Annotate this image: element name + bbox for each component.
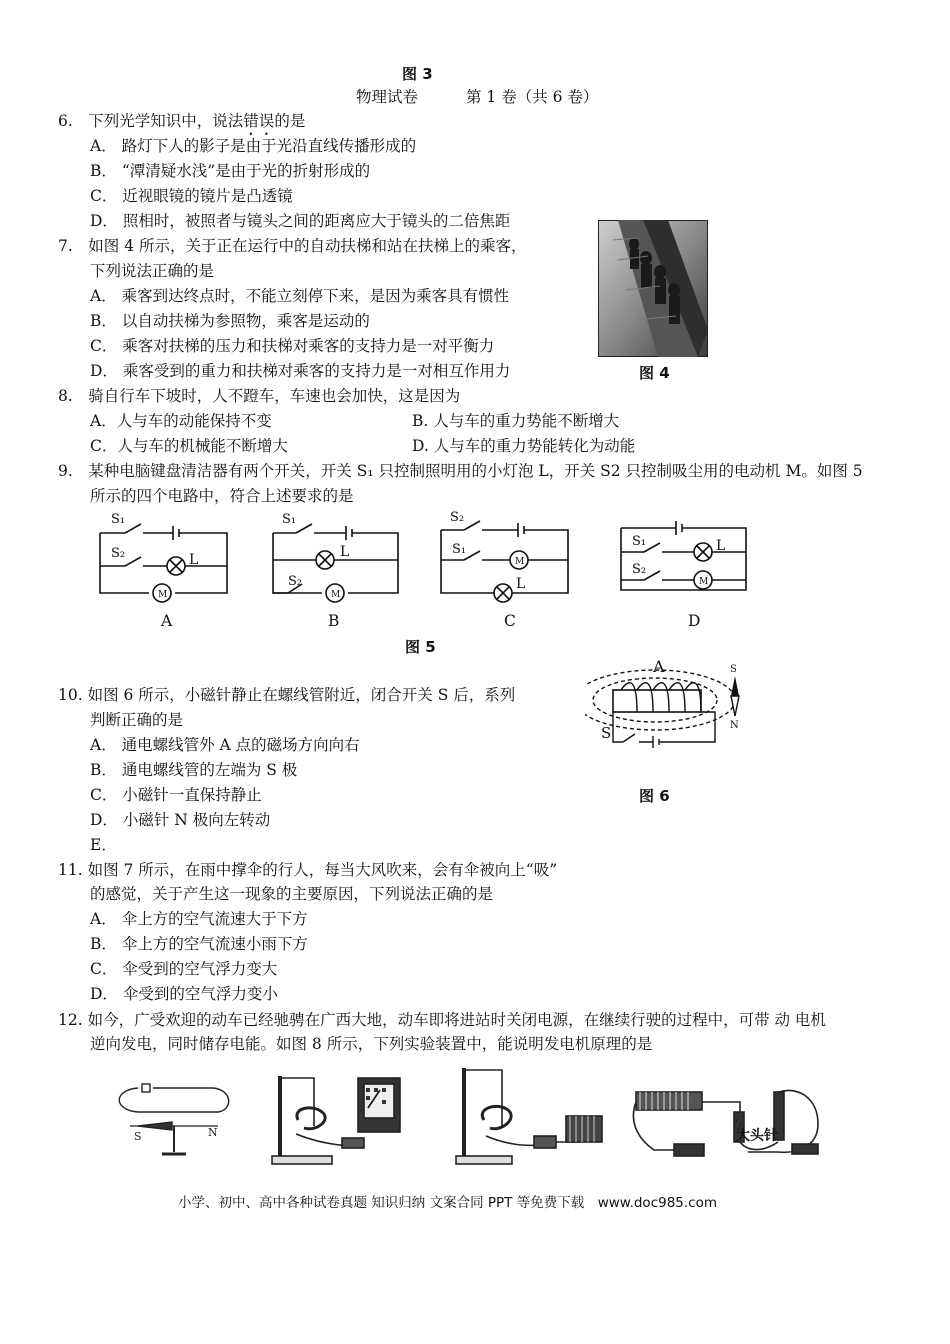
svg-text:S₁: S₁ <box>632 534 647 549</box>
svg-text:S₂: S₂ <box>288 574 303 589</box>
svg-text:N: N <box>730 720 739 731</box>
svg-text:S₁: S₁ <box>282 512 297 527</box>
escalator-photo <box>598 220 708 357</box>
apparatus-galvanometer-setup <box>266 1068 406 1168</box>
apparatus-compass-wire <box>108 1074 238 1164</box>
figure-6-label: 图 6 <box>639 787 670 805</box>
q7-option-b: B． 以自动扶梯为参照物，乘客是运动的 <box>90 312 370 330</box>
question-11-stem-line1: 11. 如图 7 所示，在雨中撑伞的行人，每当大风吹来，会有伞被向上“吸” <box>58 861 558 879</box>
svg-text:S₁: S₁ <box>111 512 126 527</box>
q11-option-a: A． 伞上方的空气流速大于下方 <box>90 910 308 928</box>
q7-option-a: A． 乘客到达终点时，不能立刻停下来，是因为乘客具有惯性 <box>90 287 510 305</box>
svg-text:M: M <box>331 590 341 600</box>
q8-option-d: D. 人与车的重力势能转化为动能 <box>412 437 636 455</box>
apparatus-electromagnet-pins <box>628 1078 833 1168</box>
svg-text:S₂: S₂ <box>450 510 465 525</box>
footer-text: 小学、初中、高中各种试卷真题 知识归纳 文案合同 PPT 等免费下载 www.doc985.com <box>178 1195 718 1211</box>
svg-text:S₂: S₂ <box>111 546 126 561</box>
q6-option-d: D． 照相时，被照者与镜头之间的距离应大于镜头的二倍焦距 <box>90 212 511 230</box>
question-9-stem-line2: 所示的四个电路中，符合上述要求的是 <box>90 487 354 505</box>
svg-text:M: M <box>699 577 709 587</box>
figure-5-label: 图 5 <box>405 638 436 656</box>
question-7-stem-line2: 下列说法正确的是 <box>90 262 215 280</box>
question-10-stem-line2: 判断正确的是 <box>90 711 184 729</box>
q11-option-b: B． 伞上方的空气流速小雨下方 <box>90 935 308 953</box>
q10-option-d: D． 小磁针 N 极向左转动 <box>90 811 271 829</box>
svg-text:M: M <box>158 590 168 600</box>
q8-option-a: A．人与车的动能保持不变 <box>90 412 272 430</box>
q10-option-e: E． <box>90 836 117 854</box>
q10-option-a: A． 通电螺线管外 A 点的磁场方向向右 <box>90 736 360 754</box>
circuit-d-diagram <box>616 508 756 608</box>
question-8-stem: 8. 骑自行车下坡时，人不蹬车，车速也会加快，这是因为 <box>58 387 461 405</box>
figure-4-label: 图 4 <box>639 364 670 382</box>
subject-title: 物理试卷 <box>356 88 419 106</box>
q7-option-c: C． 乘客对扶梯的压力和扶梯对乘客的支持力是一对平衡力 <box>90 337 495 355</box>
circuit-c-label: C <box>504 612 516 630</box>
q10-option-c: C． 小磁针一直保持静止 <box>90 786 262 804</box>
q7-option-d: D． 乘客受到的重力和扶梯对乘客的支持力是一对相互作用力 <box>90 362 511 380</box>
q8-option-b: B. 人与车的重力势能不断增大 <box>412 412 620 430</box>
circuit-b-label: B <box>328 612 340 630</box>
svg-text:S₁: S₁ <box>452 542 467 557</box>
question-10-stem-line1: 10. 如图 6 所示，小磁针静止在螺线管附近，闭合开关 S 后，系列 <box>58 686 516 704</box>
question-9-stem-line1: 9. 某种电脑键盘清洁器有两个开关，开关 S₁ 只控制照明用的小灯泡 L，开关 S2 只控制吸尘用的电动机 M。如图 5 <box>58 462 863 480</box>
svg-text:L: L <box>716 538 726 554</box>
svg-text:S: S <box>601 724 612 742</box>
q10-option-b: B． 通电螺线管的左端为 S 极 <box>90 761 298 779</box>
circuit-d-label: D <box>688 612 701 630</box>
circuit-b-diagram <box>268 508 408 608</box>
question-12-stem-line2: 逆向发电，同时储存电能。如图 8 所示，下列实验装置中，能说明发电机原理的是 <box>90 1035 653 1053</box>
circuit-c-diagram <box>436 508 576 608</box>
svg-text:L: L <box>340 544 350 560</box>
q6-option-a: A． 路灯下人的影子是由于光沿直线传播形成的 <box>90 137 417 155</box>
svg-text:大头针: 大头针 <box>736 1128 778 1144</box>
q6-option-b: B． “潭清疑水浅”是由于光的折射形成的 <box>90 162 371 180</box>
circuit-a-diagram <box>95 508 235 608</box>
svg-text:M: M <box>515 557 525 567</box>
circuit-a-label: A <box>161 612 173 630</box>
question-11-stem-line2: 的感觉，关于产生这一现象的主要原因，下列说法正确的是 <box>90 885 494 903</box>
svg-text:A: A <box>653 657 665 676</box>
q6-option-c: C． 近视眼镜的镜片是凸透镜 <box>90 187 293 205</box>
svg-text:S₂: S₂ <box>632 562 647 577</box>
question-6-stem: 6. 下列光学知识中，说法错误的是 <box>58 112 306 130</box>
svg-text:N: N <box>208 1126 218 1139</box>
solenoid-diagram <box>585 654 755 754</box>
svg-text:S: S <box>730 664 737 675</box>
svg-text:L: L <box>189 552 199 568</box>
svg-text:L: L <box>516 576 526 592</box>
q11-option-d: D． 伞受到的空气浮力变小 <box>90 985 278 1003</box>
question-12-stem-line1: 12. 如今，广受欢迎的动车已经驰骋在广西大地，动车即将进站时关闭电源，在继续行驶的过程中，可带 动 电机 <box>58 1011 826 1029</box>
q11-option-c: C． 伞受到的空气浮力变大 <box>90 960 278 978</box>
question-7-stem-line1: 7. 如图 4 所示，关于正在运行中的自动扶梯和站在扶梯上的乘客， <box>58 237 527 255</box>
figure-3-label: 图 3 <box>402 65 433 83</box>
page-indicator: 第 1 卷（共 6 卷） <box>466 88 599 106</box>
apparatus-battery-setup <box>450 1062 610 1168</box>
svg-text:S: S <box>134 1130 142 1143</box>
q8-option-c: C．人与车的机械能不断增大 <box>90 437 288 455</box>
